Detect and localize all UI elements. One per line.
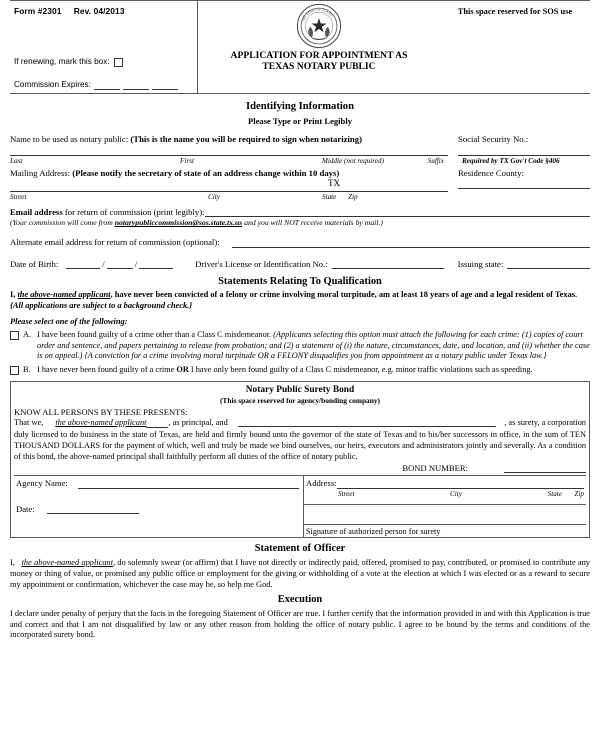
bond-caption-city: City	[450, 489, 462, 498]
bond-date-label: Date:	[16, 503, 35, 514]
statement-of-officer-title: Statement of Officer	[254, 543, 346, 555]
residence-county-block	[448, 168, 590, 201]
caption-state: State	[322, 192, 337, 201]
email-block	[10, 207, 590, 227]
name-label-bold: (This is the name you will be required to sign when notarizing)	[130, 133, 362, 144]
agency-name-row	[16, 478, 299, 488]
option-b-letter: B.	[23, 364, 31, 374]
mailing-captions	[10, 193, 448, 201]
dob-label: Date of Birth:	[10, 258, 59, 269]
dob-sep-1: /	[102, 258, 105, 269]
statement-of-officer-body	[10, 558, 590, 591]
dob-sep-2: /	[134, 258, 138, 269]
bond-address-cell	[304, 476, 586, 537]
email-label-bold: Email address	[10, 207, 63, 218]
bond-address-label: Address:	[306, 478, 337, 489]
statement-officer-applicant: the above-named applicant	[21, 557, 114, 567]
bond-agency-cell	[14, 476, 304, 537]
commission-expires-month-input[interactable]	[94, 81, 120, 90]
email-label-rest: for return of commission (print legibly):	[62, 207, 205, 218]
bond-caption-street: Street	[338, 489, 355, 498]
bond-surety-input[interactable]	[238, 425, 496, 427]
identifying-information-section	[10, 101, 590, 269]
issuing-state-label: Issuing state:	[457, 258, 504, 269]
alternate-email-label: Alternate email address for return of commission (optional):	[10, 237, 220, 248]
bond-subtitle: (This space reserved for agency/bonding company)	[219, 396, 381, 406]
application-title-line1: APPLICATION FOR APPOINTMENT AS	[230, 50, 408, 61]
email-note-pre: (Your commission will come from	[10, 218, 115, 228]
qualification-statement	[10, 290, 590, 311]
bond-number-label: BOND NUMBER:	[402, 463, 468, 474]
email-note	[10, 218, 590, 227]
option-a-checkbox[interactable]	[10, 331, 19, 340]
email-note-post: and you will NOT receive materials by mail.)	[242, 218, 383, 228]
caption-first: First	[180, 156, 194, 165]
option-b-row[interactable]	[10, 365, 590, 375]
application-title	[198, 50, 440, 73]
caption-middle: Middle (not required)	[321, 156, 384, 165]
ssn-caption: Required by TX Gov't Code §406	[462, 156, 560, 165]
header-center-cell	[198, 1, 440, 93]
bond-address-input[interactable]	[337, 487, 584, 489]
commission-expires-row	[14, 80, 178, 90]
execution-body: I declare under penalty of perjury that the facts in the foregoing Statement of Officer are true. I further certify that the information provided in and with this Application is true and correct and that I am not disqualified by law or any other reason from holding the office of notary public. I agree to be bound by the terms and conditions of the incorporated surety bond.	[10, 608, 590, 640]
option-b-post: I have only been found guilty of a Class C misdemeanor, e.g. minor traffic violations such as speeding.	[188, 364, 533, 374]
issuing-state-input[interactable]	[507, 267, 590, 269]
bond-caption-zip: Zip	[574, 489, 584, 498]
bond-signature-cell	[304, 505, 586, 537]
option-a-letter: A.	[23, 330, 32, 340]
dob-dl-row	[10, 259, 590, 269]
caption-last: Last	[10, 156, 23, 165]
bond-know-all: KNOW ALL PERSONS BY THESE PRESENTS:	[14, 406, 188, 417]
email-input[interactable]	[205, 215, 590, 217]
mailing-county-block	[10, 168, 590, 201]
dob-year-input[interactable]	[139, 259, 173, 269]
bond-caption-state: State	[547, 489, 562, 498]
mailing-label	[10, 168, 448, 178]
agency-name-input[interactable]	[78, 479, 299, 489]
statement-officer-lead: I,	[10, 557, 15, 567]
name-captions	[10, 157, 448, 165]
email-label	[10, 207, 205, 217]
execution-title: Execution	[277, 594, 323, 606]
email-note-address: notarypubliccommission@sos.state.tx.us	[114, 218, 243, 228]
qualification-section	[10, 276, 590, 375]
texas-state-seal-icon	[296, 3, 342, 49]
bond-paragraph: duly licensed to do business in the state of Texas, are held and firmly bound unto the governor of the state of Texas and to his/her successors in office, in the sum of TEN THOUSAND DOLLARS for the payment of which, well and truly be made we bind ourselves, our heirs, executors and administrators jointly and severally. As a condition of this bond, the above-named principal shall faithfully perform all duties of the office of notary public.	[14, 429, 586, 461]
residence-county-input[interactable]	[458, 188, 590, 189]
surety-bond-box	[10, 381, 590, 538]
bond-principal-applicant: the above-named applicant	[55, 418, 147, 428]
ssn-input[interactable]	[458, 155, 590, 156]
bond-number-row	[14, 463, 586, 473]
option-b-or: OR	[176, 364, 189, 374]
option-b-text	[37, 365, 590, 375]
mailing-address-block	[10, 168, 448, 201]
drivers-license-label: Driver's License or Identification No.:	[195, 258, 328, 269]
statement-of-officer-section	[10, 543, 590, 590]
application-title-line2: TEXAS NOTARY PUBLIC	[262, 61, 376, 73]
bond-as-principal: , as principal, and	[168, 418, 228, 428]
qualification-title: Statements Relating To Qualification	[218, 276, 382, 288]
state-prefill-value: TX	[328, 177, 340, 188]
form-number: Form #2301	[14, 6, 62, 16]
drivers-license-input[interactable]	[332, 259, 444, 269]
identifying-title: Identifying Information	[245, 101, 354, 112]
option-b-pre: I have never been found guilty of a crime	[37, 364, 177, 374]
renewing-label: If renewing, mark this box:	[14, 57, 110, 67]
mailing-label-plain: Mailing Address:	[10, 168, 73, 179]
bond-as-surety: , as surety, a corporation	[504, 418, 586, 428]
form-header	[10, 0, 590, 94]
qualification-rest: , have never been convicted of a felony or crime involving moral turpitude, am at least 18 years of age and a legal resident of Texas.	[110, 290, 578, 300]
bond-detail-grid	[14, 475, 586, 537]
option-a-row[interactable]	[10, 330, 590, 361]
header-right-cell	[440, 1, 590, 93]
qualification-bracket: {All applications are subject to a background check.}	[10, 300, 193, 310]
renewing-row	[14, 57, 123, 67]
bond-address-top	[304, 476, 586, 505]
commission-expires-day-input[interactable]	[123, 81, 149, 90]
execution-section	[10, 594, 590, 641]
caption-city: City	[208, 192, 220, 201]
caption-suffix: Suffix	[427, 156, 444, 165]
dob-month-input[interactable]	[66, 259, 100, 269]
name-block	[10, 134, 448, 166]
ssn-label: Social Security No.:	[458, 133, 529, 144]
qualification-applicant: the above-named applicant	[17, 290, 111, 300]
select-one-label: Please select one of the following:	[10, 317, 128, 327]
name-label	[10, 134, 448, 144]
statement-officer-text: , do solemnly swear (or affirm) that I have not directly or indirectly paid, offered, promised to pay, contributed, or promised to contribute any money or thing of value, or promised any public office or employment for the giving or withholding of a vote at the election at which I was elected or as a reward to secure my appointment or confirmation, whichever the case may be, so help me God.	[10, 557, 590, 589]
bond-that-we: That we,	[14, 418, 44, 428]
header-left-cell	[10, 1, 198, 93]
name-label-plain: Name to be used as notary public:	[10, 133, 131, 144]
bond-title: Notary Public Surety Bond	[245, 385, 355, 395]
form-number-line	[14, 7, 197, 17]
caption-zip: Zip	[348, 192, 358, 201]
form-revision: Rev. 04/2013	[73, 6, 125, 16]
alternate-email-row	[10, 237, 590, 247]
residence-county-label: Residence County:	[458, 168, 524, 179]
bond-date-row	[16, 504, 299, 514]
dob-day-input[interactable]	[107, 259, 133, 269]
mailing-label-bold: (Please notify the secretary of state of an address change within 10 days)	[72, 168, 340, 179]
bond-signature-input[interactable]	[304, 524, 586, 525]
bond-date-input[interactable]	[47, 504, 139, 514]
commission-expires-year-input[interactable]	[152, 81, 178, 90]
agency-name-label: Agency Name:	[16, 478, 68, 489]
bond-address-captions	[306, 490, 584, 498]
renewing-checkbox[interactable]	[114, 58, 123, 67]
qualification-i: I,	[10, 290, 18, 300]
mailing-address-input[interactable]	[10, 191, 448, 192]
alternate-email-input[interactable]	[232, 246, 590, 248]
sos-use-label: This space reserved for SOS use	[457, 7, 573, 16]
option-a-italic: (Applicants selecting this option must attach the following for each crime: (1) copies of court order and sentence, and papers pertaining to release from probation; and (2) a statement of (i) the nature, circumstances, date, and location, and (ii) whether the case is on appeal.) {A conviction for a crime involving moral turpitude OR a FELONY disqualifies you from appointment as a notary public under Texas law.}	[37, 330, 590, 361]
name-ssn-block	[10, 134, 590, 166]
option-a-text	[37, 330, 590, 361]
option-a-plain: I have been found guilty of a crime other than a Class C misdemeanor.	[37, 330, 274, 340]
bond-signature-caption: Signature of authorized person for surety	[306, 526, 441, 536]
identifying-subtitle: Please Type or Print Legibly	[247, 115, 353, 126]
option-b-checkbox[interactable]	[10, 366, 19, 375]
name-input[interactable]	[10, 155, 448, 156]
bond-address-row	[306, 478, 584, 488]
commission-expires-label: Commission Expires:	[14, 80, 91, 90]
bond-number-input[interactable]	[504, 463, 586, 473]
bond-that-we-row	[14, 418, 586, 428]
email-row	[10, 207, 590, 217]
svg-text:THE STATE OF TEXAS: THE STATE OF TEXAS	[300, 7, 334, 23]
ssn-block	[448, 134, 590, 166]
caption-street: Street	[10, 192, 27, 201]
